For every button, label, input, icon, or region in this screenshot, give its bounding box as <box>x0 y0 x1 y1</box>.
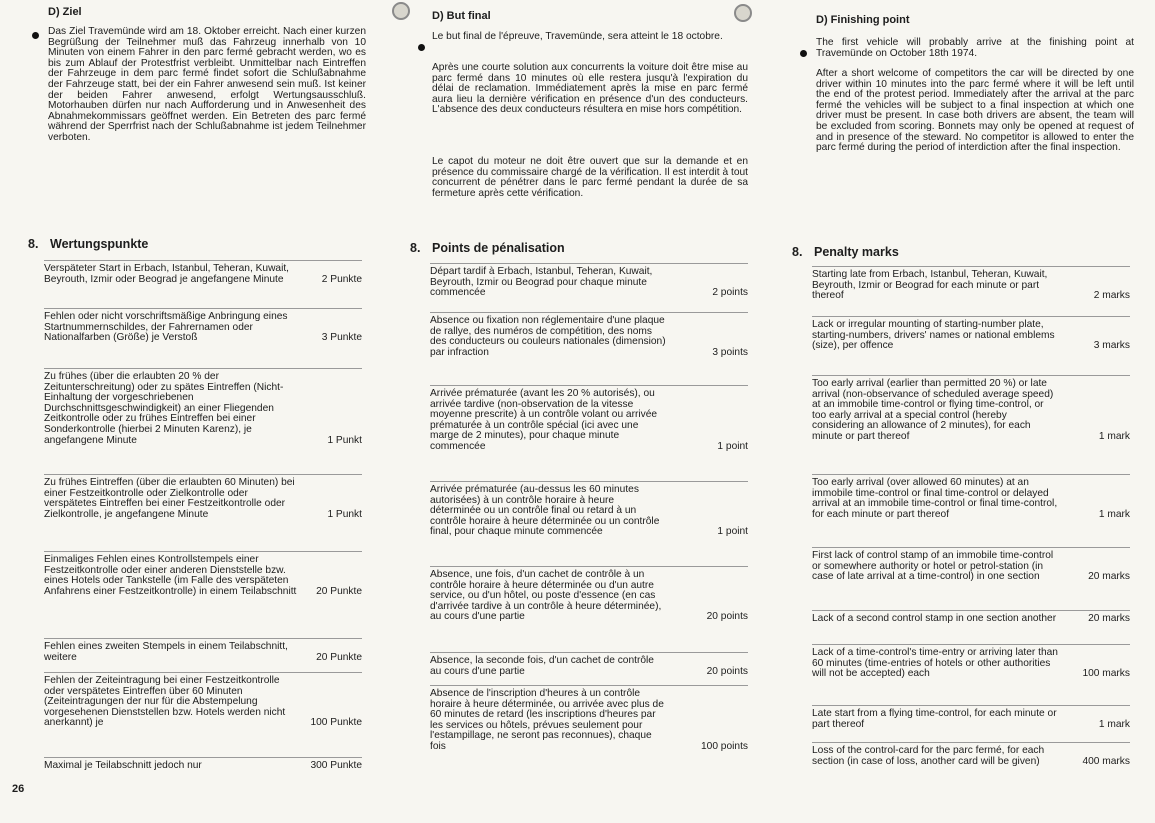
heading-text: Penalty marks <box>814 245 899 259</box>
entry-value: 2 points <box>712 287 748 299</box>
penalty-entry <box>430 385 748 453</box>
section-heading <box>410 241 565 255</box>
entry-text: Maximal je Teilabschnitt jedoch nur <box>44 760 202 771</box>
penalty-entry <box>44 551 362 597</box>
entry-value: 100 Punkte <box>310 717 362 729</box>
section-title: D) Ziel <box>48 6 82 18</box>
entry-text: Loss of the control-card for the parc fermé, for each section (in case of loss, another card will be given) <box>812 745 1045 767</box>
entry-text: Late start from a flying time-control, for each minute or part thereof <box>812 708 1057 730</box>
section-heading <box>28 237 148 251</box>
intro-paragraph-2: After a short welcome of competitors the car will be directed by one driver within 10 minutes into the parc fermé where it will be left until the end of the protest period. Immediately after the arrival at the parc fermé the vehicles will be subject to a final inspection at which one driver must be present. In case both drivers are absent, the team will be excluded from scoring. Bonnets may only be opened at request of and in presence of the steward. No competitor is allowed to enter the parc fermé during the period of interdiction after the final inspection. <box>816 68 1134 154</box>
heading-text: Points de pénalisation <box>432 241 565 255</box>
entry-value: 1 mark <box>1098 718 1130 730</box>
heading-number: 8. <box>28 237 39 251</box>
penalty-entry <box>430 481 748 538</box>
entry-value: 100 points <box>700 740 748 752</box>
bullet-icon <box>418 44 425 51</box>
entry-value: 20 marks <box>1088 571 1130 583</box>
entry-text: Einmaliges Fehlen eines Kontrollstempels einer Festzeitkontrolle oder einer anderen Dienststelle bzw. eines Hotels oder Tankstelle (im Falle des verspäteten Anfahrens einer Festzeitkontrolle) in einem Teilabschnitt <box>44 554 297 597</box>
penalty-entry <box>812 742 1130 767</box>
heading-number: 8. <box>792 245 803 259</box>
penalty-entry <box>430 652 748 677</box>
penalty-entry <box>812 547 1130 583</box>
entry-text: Lack or irregular mounting of starting-number plate, starting-numbers, drivers' names or national emblems (size), per offence <box>812 319 1055 352</box>
entry-value: 20 Punkte <box>316 585 362 597</box>
entry-text: Départ tardif à Erbach, Istanbul, Teheran, Kuwait, Beyrouth, Izmir ou Beograd pour chaque minute commencée <box>430 266 653 299</box>
penalty-entry <box>812 705 1130 730</box>
binder-clip-left <box>392 2 410 20</box>
intro-paragraph: Das Ziel Travemünde wird am 18. Oktober erreicht. Nach einer kurzen Begrüßung der Teilnehmer muß das Fahrzeug innerhalb von 10 Minuten von einem Fahrer in den parc fermé gebracht werden, wo es bis zum Ablauf der Protestfrist verbleibt. Unmittelbar nach Eintreffen der Fahrzeuge in dem parc fermé findet sofort die Schlußabnahme der Fahrzeuge statt, bei der ein Fahrer anwesend sein muß. Ist keiner der beiden Fahrer anwesend, erfolgt Wertungsausschluß. Motorhauben dürfen nur nach Aufforderung und in Anwesenheit des Abnahmekommissars geöffnet werden. Ein Betreten des parc fermé während der Sperrfrist nach der Schlußabnahme ist jedem Teilnehmer verboten. <box>48 26 366 143</box>
entry-text: Starting late from Erbach, Istanbul, Teheran, Kuwait, Beyrouth, Izmir or Beograd for each minute or part thereof <box>812 269 1048 302</box>
section-title: D) Finishing point <box>816 14 910 26</box>
penalty-entry <box>44 308 362 344</box>
entry-text: Too early arrival (over allowed 60 minutes) at an immobile time-control or final time-control or delayed arrival at an immobile time-control or final time-control, for each minute or part thereof <box>812 477 1058 520</box>
penalty-entry <box>44 638 362 663</box>
entry-value: 2 Punkte <box>321 273 362 285</box>
entry-value: 1 mark <box>1098 508 1130 520</box>
entry-text: Zu frühes Eintreffen (über die erlaubten 60 Minuten) bei einer Festzeitkontrolle oder Zielkontrolle oder verspätetes Eintreffen bei einer Festzeitkontrolle oder Zielkontrolle, je angefangene Minute <box>44 477 295 520</box>
entry-value: 3 marks <box>1093 340 1130 352</box>
entry-value: 20 points <box>706 611 748 623</box>
entry-value: 300 Punkte <box>310 760 362 771</box>
intro-paragraph-3: Le capot du moteur ne doit être ouvert que sur la demande et en présence du commissaire chargé de la vérification. Il est interdit à tout concurrent de pénétrer dans le parc fermé pendant la durée de sa fermeture après cette vérification. <box>432 156 748 199</box>
penalty-entry <box>430 566 748 623</box>
entry-text: Fehlen oder nicht vorschriftsmäßige Anbringung eines Startnummernschildes, der Fahrernamen oder Nationalfarben (Größe) je Verstoß <box>44 311 288 344</box>
penalty-entry <box>44 474 362 520</box>
entry-value: 1 mark <box>1098 430 1130 442</box>
entry-value: 3 Punkte <box>321 332 362 344</box>
entry-text: Absence, une fois, d'un cachet de contrôle à un contrôle horaire à heure déterminée ou d'un autre service, ou d'un hôtel, ou poste d'essence (en cas d'arrivée tardive à un contrôle à heure déterminée), au cours d'une partie <box>430 569 662 623</box>
entry-text: Absence, la seconde fois, d'un cachet de contrôle au cours d'une partie <box>430 655 654 677</box>
entry-text: Absence ou fixation non réglementaire d'une plaque de rallye, des numéros de compétition, des noms des conducteurs ou couleurs nationales (dimension) par infraction <box>430 315 666 358</box>
entry-value: 20 marks <box>1088 613 1130 624</box>
heading-text: Wertungspunkte <box>50 237 149 251</box>
bullet-icon <box>32 32 39 39</box>
entry-text: Too early arrival (earlier than permitted 20 %) or late arrival (non-observance of scheduled average speed) at an immobile time-control or flying time-control, or too early arrival at a special control (hereby considering an allowance of 2 minutes), for each minute or part thereof <box>812 378 1054 442</box>
bullet-icon <box>800 50 807 57</box>
binder-clip-right <box>734 4 752 22</box>
section-heading <box>792 245 899 259</box>
intro-paragraph-2: Après une courte solution aux concurrents la voiture doit être mise au parc fermé dans 10 minutes où elle restera jusqu'à l'expiration du délai de reclamation. Immédiatement après la mise en parc fermé aura lieu la dernière vérification en présence d'un des conducteurs. L'absence des deux conducteurs résultera en mise hors compétition. <box>432 62 748 116</box>
penalty-entry <box>812 474 1130 520</box>
entry-text: Lack of a second control stamp in one section another <box>812 613 1057 624</box>
entry-value: 1 Punkt <box>327 508 362 520</box>
section-title: D) But final <box>432 10 491 22</box>
entry-text: Arrivée prématurée (au-dessus les 60 minutes autorisées) à un contrôle horaire à heure déterminée ou un contrôle final ou retard à un contrôle horaire à heure déterminée ou un contrôle final, pour chaque minute commencée <box>430 484 660 538</box>
penalty-entry <box>430 263 748 299</box>
penalty-entry <box>812 610 1130 625</box>
penalty-entry <box>812 266 1130 302</box>
entry-value: 400 marks <box>1082 755 1130 767</box>
penalty-entry <box>44 757 362 772</box>
penalty-entry <box>812 644 1130 680</box>
penalty-entry <box>812 316 1130 352</box>
entry-text: Lack of a time-control's time-entry or arriving later than 60 minutes (time-entries of hotels or other authorities will not be accepted) each <box>812 647 1058 680</box>
entry-value: 1 Punkt <box>327 434 362 446</box>
entry-value: 1 point <box>717 526 748 538</box>
penalty-entry <box>430 685 748 753</box>
entry-value: 3 points <box>712 346 748 358</box>
penalty-entry <box>430 312 748 358</box>
penalty-entry <box>44 368 362 446</box>
penalty-entry <box>812 375 1130 443</box>
entry-value: 2 marks <box>1093 290 1130 302</box>
penalty-entry <box>44 260 362 285</box>
entry-text: Fehlen eines zweiten Stempels in einem Teilabschnitt, weitere <box>44 641 288 663</box>
page-number: 26 <box>12 783 25 795</box>
entry-text: Fehlen der Zeiteintragung bei einer Festzeitkontrolle oder verspätetes Eintreffen über 60 Minuten (Zeiteintragungen der nur für die Abstempelung vorgesehenen Dienststellen bzw. Hotels werden nicht anerkannt) je <box>44 675 286 729</box>
penalty-entry <box>44 672 362 729</box>
entry-text: First lack of control stamp of an immobile time-control or somewhere authority or hotel or petrol-station (in case of late arrival at a time-control) in one section <box>812 550 1054 583</box>
entry-text: Arrivée prématurée (avant les 20 % autorisés), ou arrivée tardive (non-observation de la vitesse moyenne prescrite) à un contrôle volant ou arrivée prématurée à un contrôle spécial (ici avec une marge de 2 minutes), pour chaque minute commencée <box>430 388 658 452</box>
entry-value: 20 points <box>706 665 748 677</box>
entry-text: Absence de l'inscription d'heures à un contrôle horaire à heure déterminée, ou arrivée avec plus de 60 minutes de retard (les inscriptions d'heures par les services ou hôtels, prévues seulement pour l'estampillage, ne seront pas reconnues), chaque fois <box>430 688 664 752</box>
entry-text: Verspäteter Start in Erbach, Istanbul, Teheran, Kuwait, Beyrouth, Izmir oder Beograd je angefangene Minute <box>44 263 290 285</box>
entry-value: 20 Punkte <box>316 651 362 663</box>
entry-value: 1 point <box>717 440 748 452</box>
intro-paragraph: Le but final de l'épreuve, Travemünde, sera atteint le 18 octobre. <box>432 31 723 42</box>
entry-value: 100 marks <box>1082 668 1130 680</box>
intro-paragraph: The first vehicle will probably arrive at the finishing point at Travemünde on October 18th 1974. <box>816 37 1134 59</box>
entry-text: Zu frühes (über die erlaubten 20 % der Zeitunterschreitung) oder zu spätes Eintreffen (Nicht-Einhaltung der vorgeschriebenen Durchschnittsgeschwindigkeit) an einer Fliegenden Zeitkontrolle oder zu frühes Eintreffen bei einer Sonderkontrolle (hierbei 2 Minuten Karenz), je angefangene Minute <box>44 371 284 446</box>
heading-number: 8. <box>410 241 421 255</box>
